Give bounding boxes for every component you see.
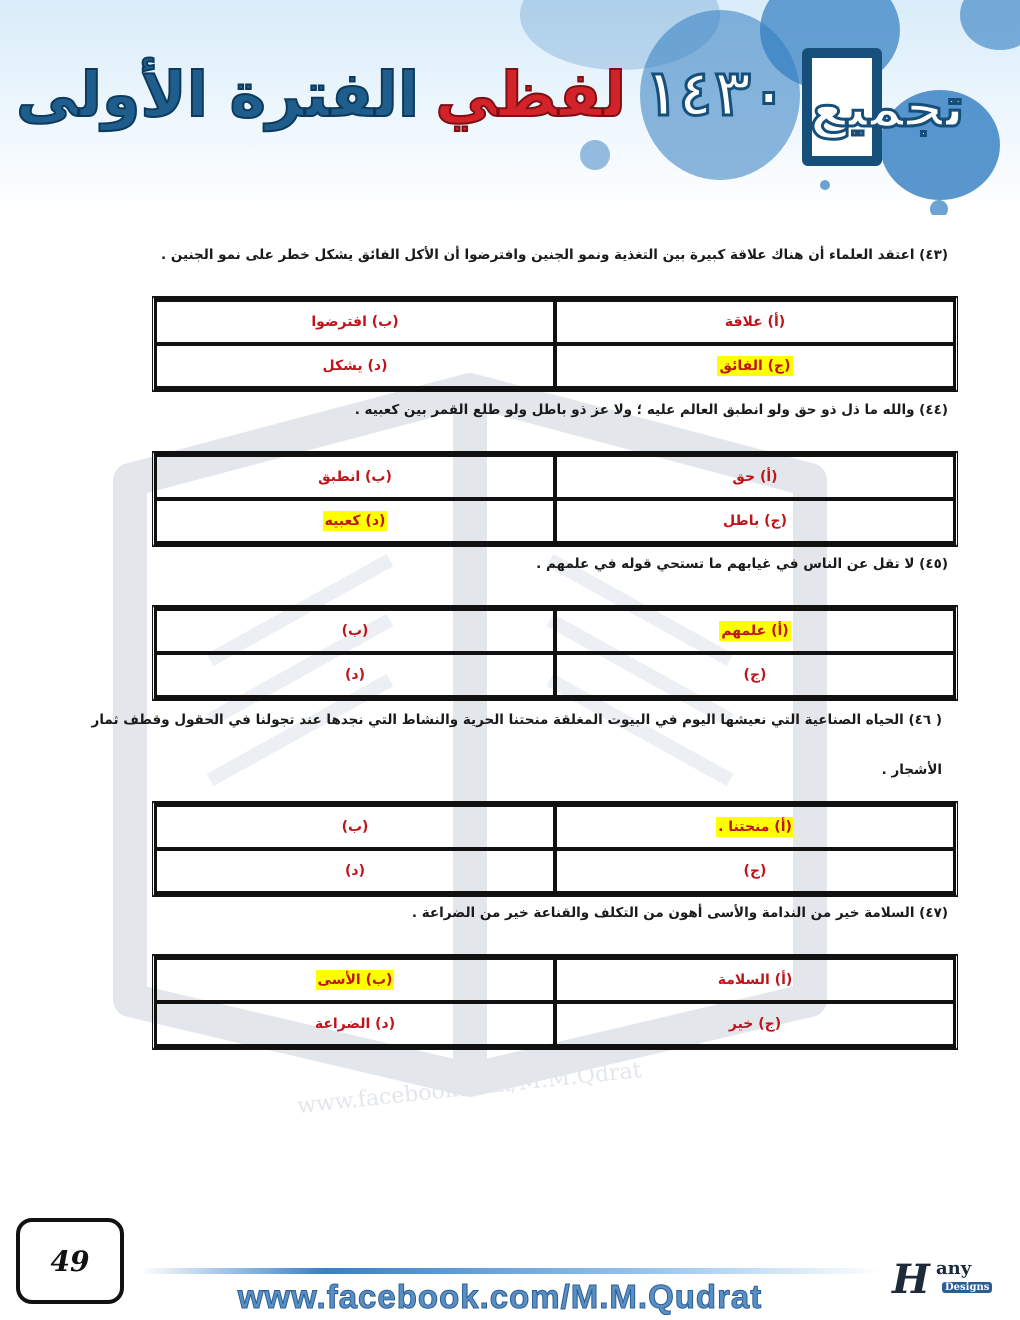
designer-initial: H bbox=[892, 1256, 930, 1303]
option-a[interactable] bbox=[555, 609, 955, 653]
question-43-options bbox=[152, 296, 958, 392]
option-a[interactable]: (أ) حق bbox=[555, 455, 955, 499]
option-c[interactable] bbox=[555, 344, 955, 388]
designer-name: any bbox=[936, 1258, 972, 1279]
highlighted-answer: (ج) الفائق bbox=[719, 358, 791, 374]
option-b[interactable]: (ب) bbox=[155, 805, 555, 849]
question-47-text: (٤٧) السلامة خير من الندامة والأسى أهون من التكلف والقناعة خير من الضراعة . bbox=[411, 905, 948, 921]
question-44-options bbox=[152, 451, 958, 547]
header-banner bbox=[0, 0, 1020, 215]
option-b[interactable] bbox=[155, 958, 555, 1002]
footer-divider bbox=[140, 1268, 880, 1274]
banner-year: ١٤٣٠ bbox=[642, 60, 787, 130]
question-45-text: (٤٥) لا تقل عن الناس في غيابهم ما تستحي قوله في علمهم . bbox=[536, 556, 948, 572]
option-c[interactable]: (ج) باطل bbox=[555, 499, 955, 543]
highlighted-answer: (أ) علمهم bbox=[721, 623, 789, 639]
designer-tag: Designs bbox=[942, 1282, 992, 1293]
brand-logo bbox=[782, 40, 1002, 175]
option-d[interactable] bbox=[155, 499, 555, 543]
question-47-options bbox=[152, 954, 958, 1050]
question-43-text: (٤٣) اعتقد العلماء أن هناك علاقة كبيرة بين التغذية ونمو الجنين وافترضوا أن الأكل الفائق يشكل خطر على نمو الجنين . bbox=[161, 247, 948, 263]
question-46-options bbox=[152, 801, 958, 897]
designer-logo bbox=[892, 1256, 1002, 1306]
page-number: 49 bbox=[16, 1218, 124, 1304]
footer-url[interactable]: www.facebook.com/M.M.Qudrat bbox=[237, 1278, 763, 1315]
banner-subject: لفظي bbox=[435, 58, 627, 131]
option-b[interactable]: (ب) انطبق bbox=[155, 455, 555, 499]
option-d[interactable]: (د) الضراعة bbox=[155, 1002, 555, 1046]
banner-period: الفترة الأولى bbox=[16, 58, 420, 131]
highlighted-answer: (أ) منحتنا . bbox=[718, 819, 792, 835]
option-c[interactable]: (ج) خير bbox=[555, 1002, 955, 1046]
highlighted-answer: (ب) الأسى bbox=[317, 972, 393, 988]
question-45-options bbox=[152, 605, 958, 701]
question-44-text: (٤٤) والله ما ذل ذو حق ولو انطبق العالم عليه ؛ ولا عز ذو باطل ولو طلع القمر بين كعبيه . bbox=[354, 402, 948, 418]
option-a[interactable] bbox=[555, 805, 955, 849]
watermark-url: www.facebook.com/M.M.Qdrat bbox=[296, 1058, 643, 1120]
option-c[interactable]: (ج) bbox=[555, 653, 955, 697]
option-d[interactable]: (د) bbox=[155, 653, 555, 697]
question-46-text: ( ٤٦) الحياه الصناعية التي نعيشها اليوم في البيوت المغلقة منحتنا الحرية والنشاط التي نجدها عند تجولنا في الحقول وقطف ثمار الأشجار . bbox=[91, 712, 942, 778]
option-a[interactable]: (أ) السلامة bbox=[555, 958, 955, 1002]
option-c[interactable]: (ج) bbox=[555, 849, 955, 893]
option-b[interactable]: (ب) bbox=[155, 609, 555, 653]
option-a[interactable]: (أ) علاقة bbox=[555, 300, 955, 344]
option-d[interactable]: (د) يشكل bbox=[155, 344, 555, 388]
option-b[interactable]: (ب) افترضوا bbox=[155, 300, 555, 344]
brand-text: تجميع bbox=[809, 75, 965, 139]
highlighted-answer: (د) كعبيه bbox=[324, 513, 386, 529]
banner-title bbox=[8, 40, 795, 150]
option-d[interactable]: (د) bbox=[155, 849, 555, 893]
